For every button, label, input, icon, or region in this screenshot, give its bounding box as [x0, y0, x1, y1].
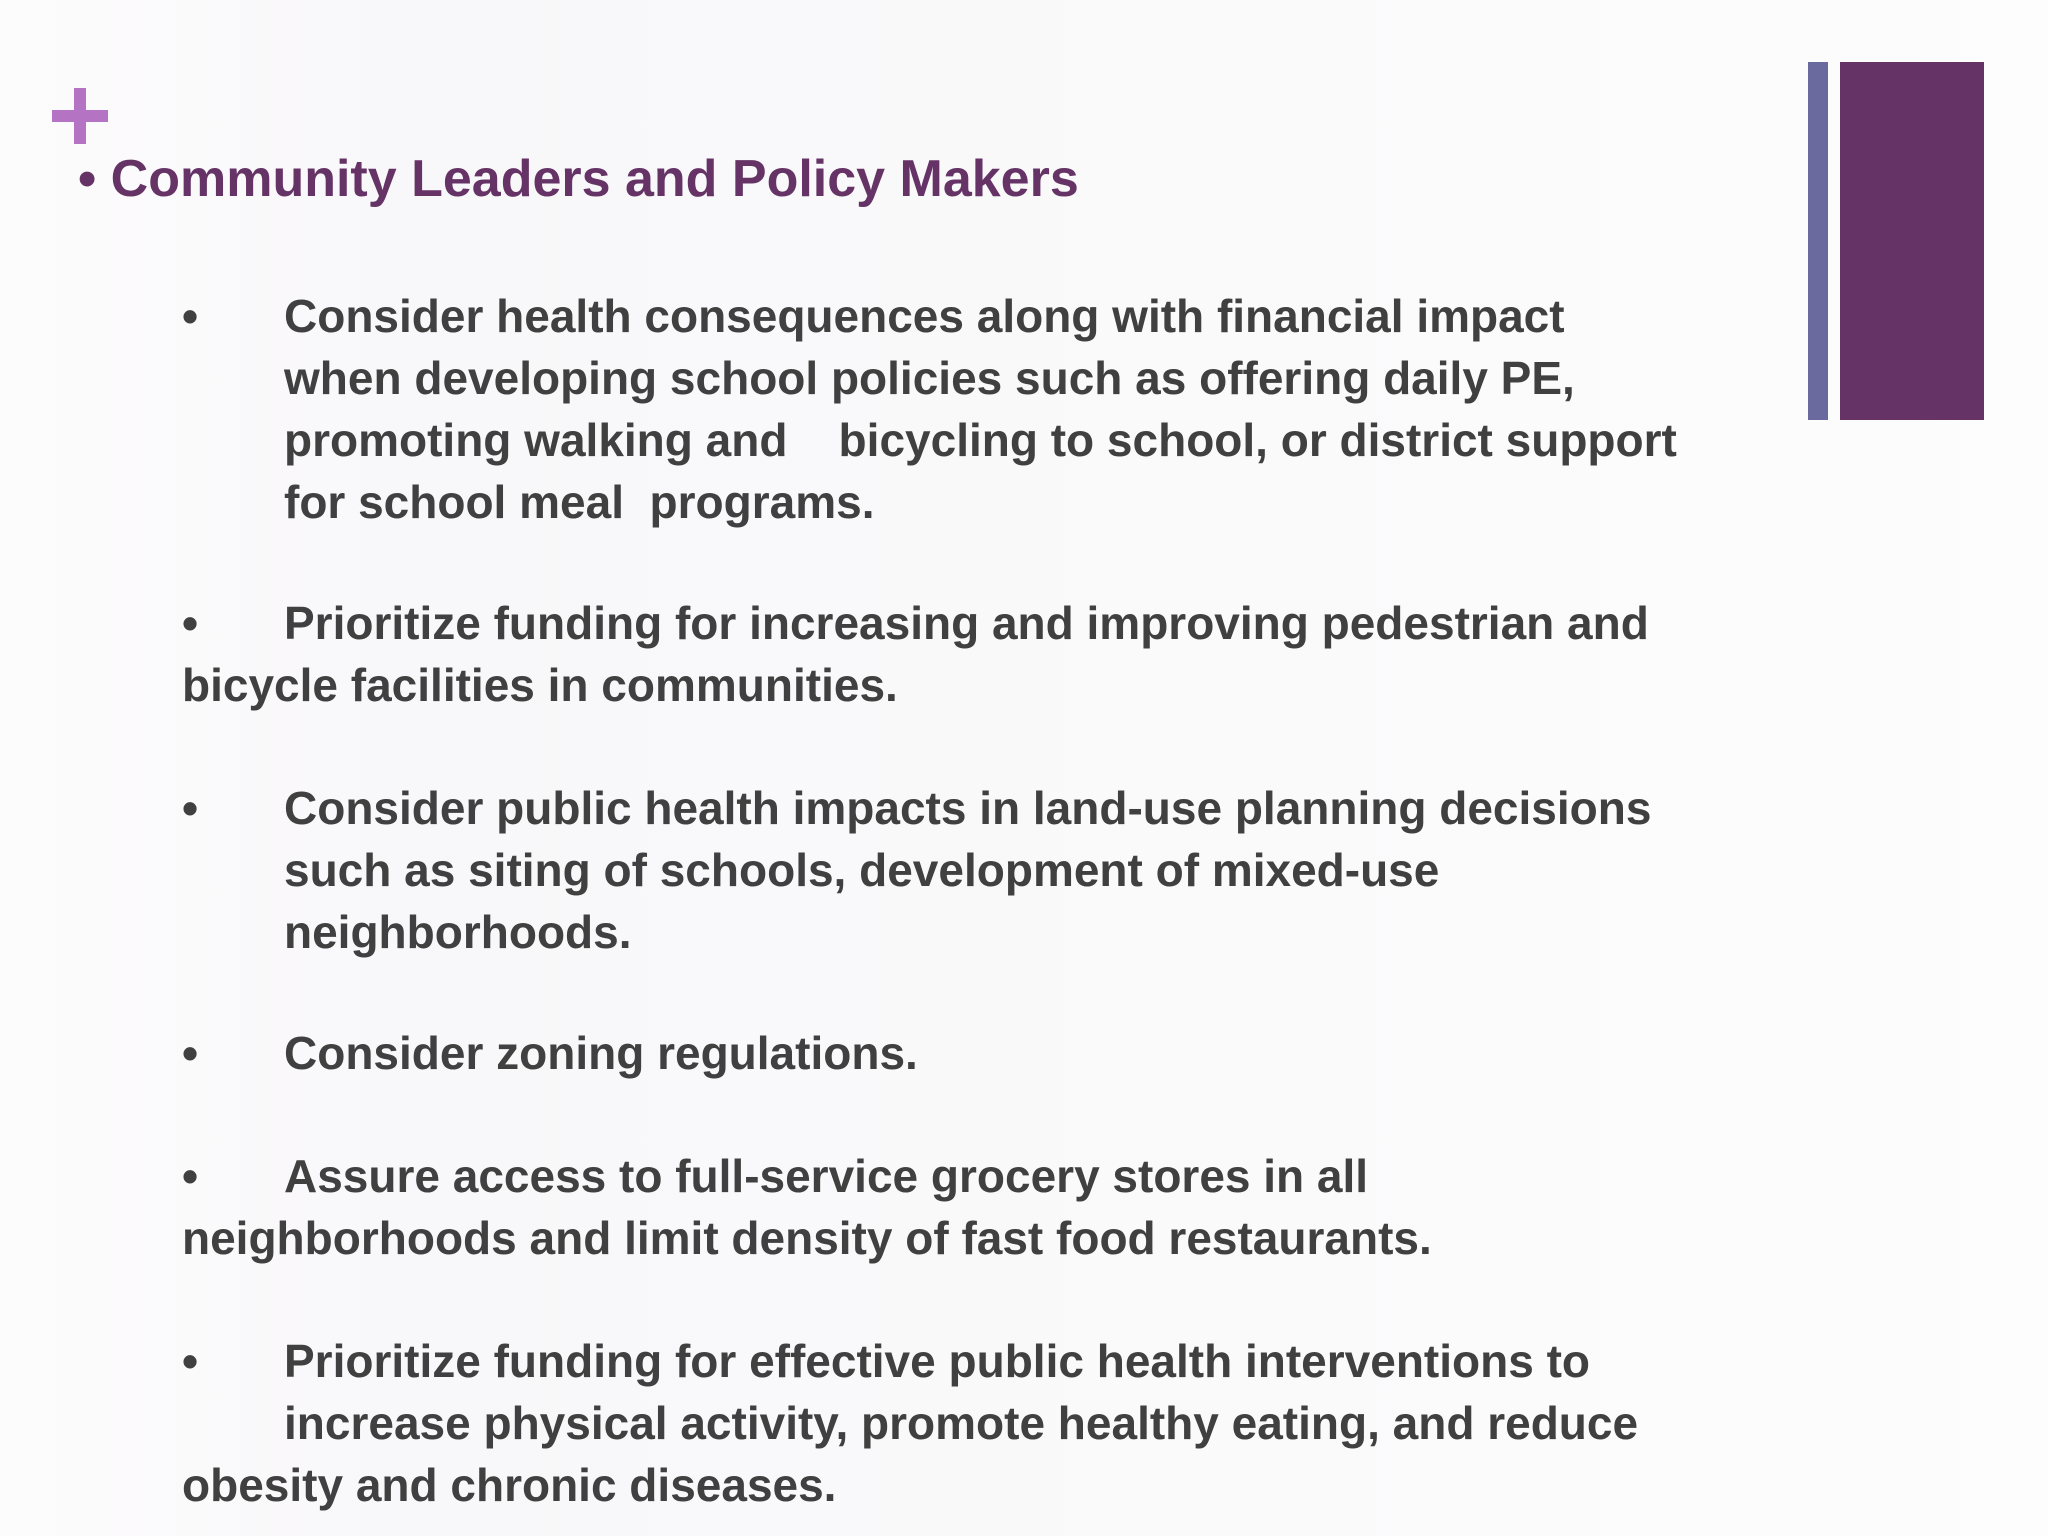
bullet-1-line-1: Consider health consequences along with financial impact — [284, 290, 1565, 342]
bullet-5-line-1: Assure access to full-service grocery stores in all — [284, 1150, 1369, 1202]
bullet-6-line-3: obesity and chronic diseases. — [182, 1459, 837, 1511]
bullet-marker: • — [182, 1027, 199, 1079]
bullet-1-line-4: for school meal programs. — [284, 476, 875, 528]
bullet-3-line-3: neighborhoods. — [284, 906, 632, 958]
plus-icon — [52, 88, 108, 144]
bullet-marker: • — [182, 597, 199, 649]
bullet-3-line-2: such as siting of schools, development of mixed-use — [284, 844, 1440, 896]
bullet-1-line-2: when developing school policies such as offering daily PE, — [284, 352, 1575, 404]
bullet-1-line-3: promoting walking and bicycling to school, or district support — [284, 414, 1677, 466]
bullet-marker: • — [182, 1150, 199, 1202]
bullet-6-line-2: increase physical activity, promote healthy eating, and reduce — [284, 1397, 1639, 1449]
bullet-6-line-1: Prioritize funding for effective public health interventions to — [284, 1335, 1590, 1387]
bullet-2-line-1: Prioritize funding for increasing and improving pedestrian and — [284, 597, 1649, 649]
accent-bar-thick — [1840, 62, 1984, 420]
bullet-3-line-1: Consider public health impacts in land-use planning decisions — [284, 782, 1652, 834]
bullet-marker: • — [182, 782, 199, 834]
accent-bar-thin — [1808, 62, 1828, 420]
slide-heading: • Community Leaders and Policy Makers — [78, 150, 1079, 208]
bullet-marker: • — [182, 290, 199, 342]
bullet-4-line-1: Consider zoning regulations. — [284, 1027, 918, 1079]
bullet-2-line-2: bicycle facilities in communities. — [182, 659, 898, 711]
bullet-marker: • — [182, 1335, 199, 1387]
bullet-5-line-2: neighborhoods and limit density of fast food restaurants. — [182, 1212, 1432, 1264]
